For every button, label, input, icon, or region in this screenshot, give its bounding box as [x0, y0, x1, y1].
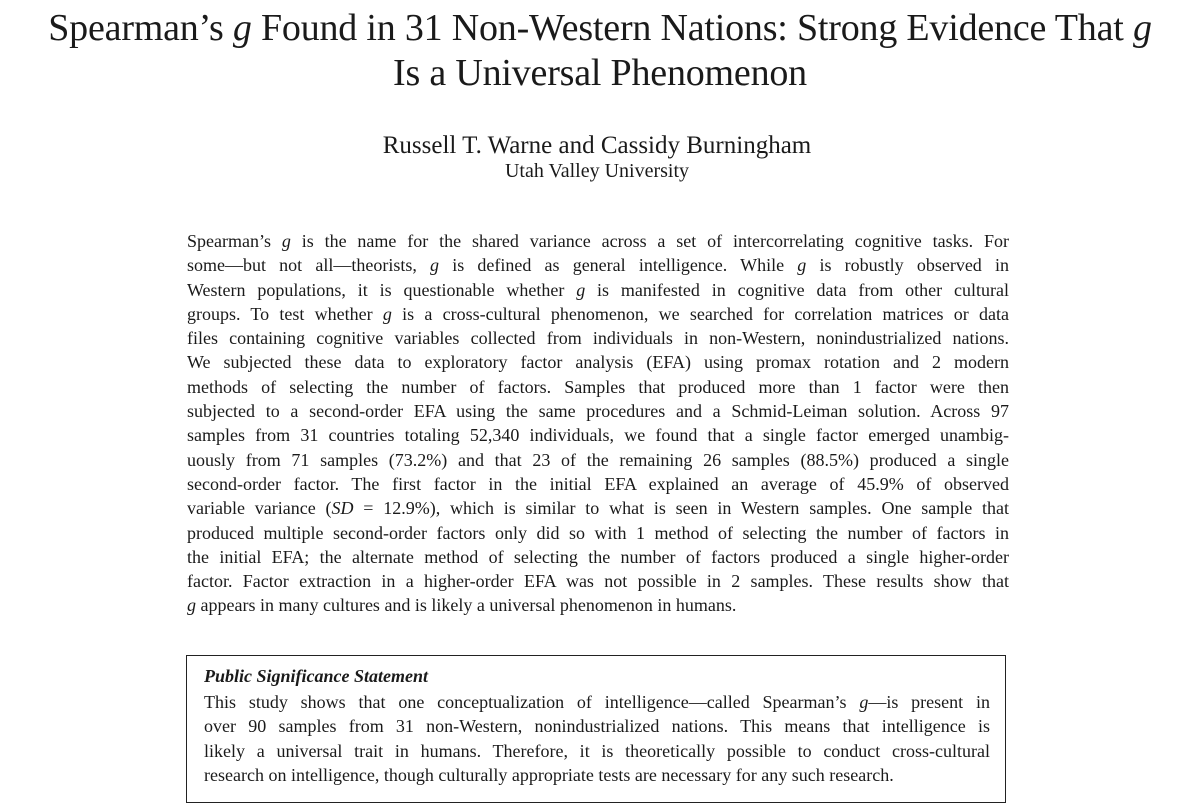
text-segment: some—but not all—theorists,: [187, 255, 431, 276]
text-segment: Western populations, it is questionable whether: [187, 279, 577, 300]
text-line: [187, 278, 1009, 302]
public-significance-heading: Public Significance Statement: [204, 666, 428, 686]
text-line: [204, 739, 990, 763]
text-line: [187, 496, 1009, 520]
text-line: [204, 763, 990, 787]
text-segment: —is present in: [868, 692, 990, 712]
article-title: [0, 6, 1200, 96]
text-segment: We subjected these data to exploratory factor analysis (EFA) using promax rotation and 2 modern: [187, 352, 1009, 373]
text-segment: Is a Universal Phenomenon: [393, 52, 807, 94]
text-line: [187, 423, 1009, 447]
text-segment: methods of selecting the number of factors. Samples that produced more than 1 factor were then: [187, 376, 1009, 397]
public-significance-box: [186, 655, 1006, 803]
text-segment: produced multiple second-order factors only did so with 1 method of selecting the number of factors in: [187, 522, 1009, 543]
italic-symbol: g: [382, 303, 392, 324]
text-segment: is a cross-cultural phenomenon, we searched for correlation matrices or data: [391, 303, 1009, 324]
text-segment: Found in 31 Non-Western Nations: Strong Evidence That: [251, 7, 1133, 49]
text-segment: = 12.9%), which is similar to what is seen in Western samples. One sample that: [353, 498, 1009, 519]
text-line: [187, 593, 1009, 617]
italic-symbol: g: [232, 7, 252, 49]
text-segment: over 90 samples from 31 non-Western, nonindustrialized nations. This means that intelligence is: [204, 716, 990, 737]
public-significance-text: [204, 690, 990, 787]
text-line: [187, 472, 1009, 496]
text-line: [187, 375, 1009, 399]
text-segment: This study shows that one conceptualization of intelligence—called Spearman’s: [204, 692, 860, 712]
text-segment: likely a universal trait in humans. Therefore, it is theoretically possible to conduct cross-cultural: [204, 740, 990, 761]
text-segment: files containing cognitive variables collected from individuals in non-Western, nonindustrialized nations.: [187, 328, 1009, 349]
text-segment: is defined as general intelligence. While: [439, 255, 798, 276]
text-line: [187, 569, 1009, 593]
text-line: [187, 302, 1009, 326]
text-segment: variable variance (: [187, 498, 332, 519]
italic-symbol: g: [797, 255, 807, 276]
text-line: [187, 521, 1009, 545]
italic-symbol: g: [281, 231, 291, 251]
italic-symbol: g: [859, 692, 869, 712]
text-segment: samples from 31 countries totaling 52,340 individuals, we found that a single factor emerged unambig-: [187, 425, 1009, 446]
text-line: [204, 690, 990, 714]
text-segment: groups. To test whether: [187, 303, 383, 324]
text-line: [0, 51, 1200, 96]
text-segment: the initial EFA; the alternate method of selecting the number of factors produced a single higher-order: [187, 546, 1009, 567]
text-segment: Spearman’s: [187, 231, 282, 251]
text-line: [187, 545, 1009, 569]
text-segment: subjected to a second-order EFA using the same procedures and a Schmid-Leiman solution. Across 97: [187, 401, 1009, 422]
text-segment: second-order factor. The first factor in the initial EFA explained an average of 45.9% of observed: [187, 473, 1009, 494]
italic-symbol: g: [187, 595, 196, 616]
text-line: [0, 6, 1200, 51]
text-segment: is manifested in cognitive data from other cultural: [585, 279, 1010, 300]
text-line: [187, 448, 1009, 472]
text-segment: appears in many cultures and is likely a universal phenomenon in humans.: [196, 595, 737, 616]
text-segment: factor. Factor extraction in a higher-order EFA was not possible in 2 samples. These results show that: [187, 571, 1009, 592]
text-segment: uously from 71 samples (73.2%) and that 23 of the remaining 26 samples (88.5%) produced a single: [187, 449, 1009, 470]
italic-symbol: g: [1132, 7, 1152, 49]
text-line: [187, 399, 1009, 423]
text-segment: Spearman’s: [48, 7, 233, 49]
author-affiliation: Utah Valley University: [504, 160, 690, 182]
text-line: [187, 253, 1009, 277]
italic-symbol: SD: [331, 498, 354, 519]
text-segment: research on intelligence, though culturally appropriate tests are necessary for any such research.: [204, 764, 894, 785]
author-names: Russell T. Warne and Cassidy Burningham: [382, 132, 812, 159]
abstract-text: [187, 229, 1009, 618]
text-line: [187, 350, 1009, 374]
text-line: [187, 229, 1009, 253]
italic-symbol: g: [430, 255, 440, 276]
text-segment: is robustly observed in: [806, 255, 1009, 276]
text-segment: is the name for the shared variance across a set of intercorrelating cognitive tasks. For: [290, 231, 1009, 251]
text-line: [204, 714, 990, 738]
text-line: [187, 326, 1009, 350]
italic-symbol: g: [576, 279, 586, 300]
